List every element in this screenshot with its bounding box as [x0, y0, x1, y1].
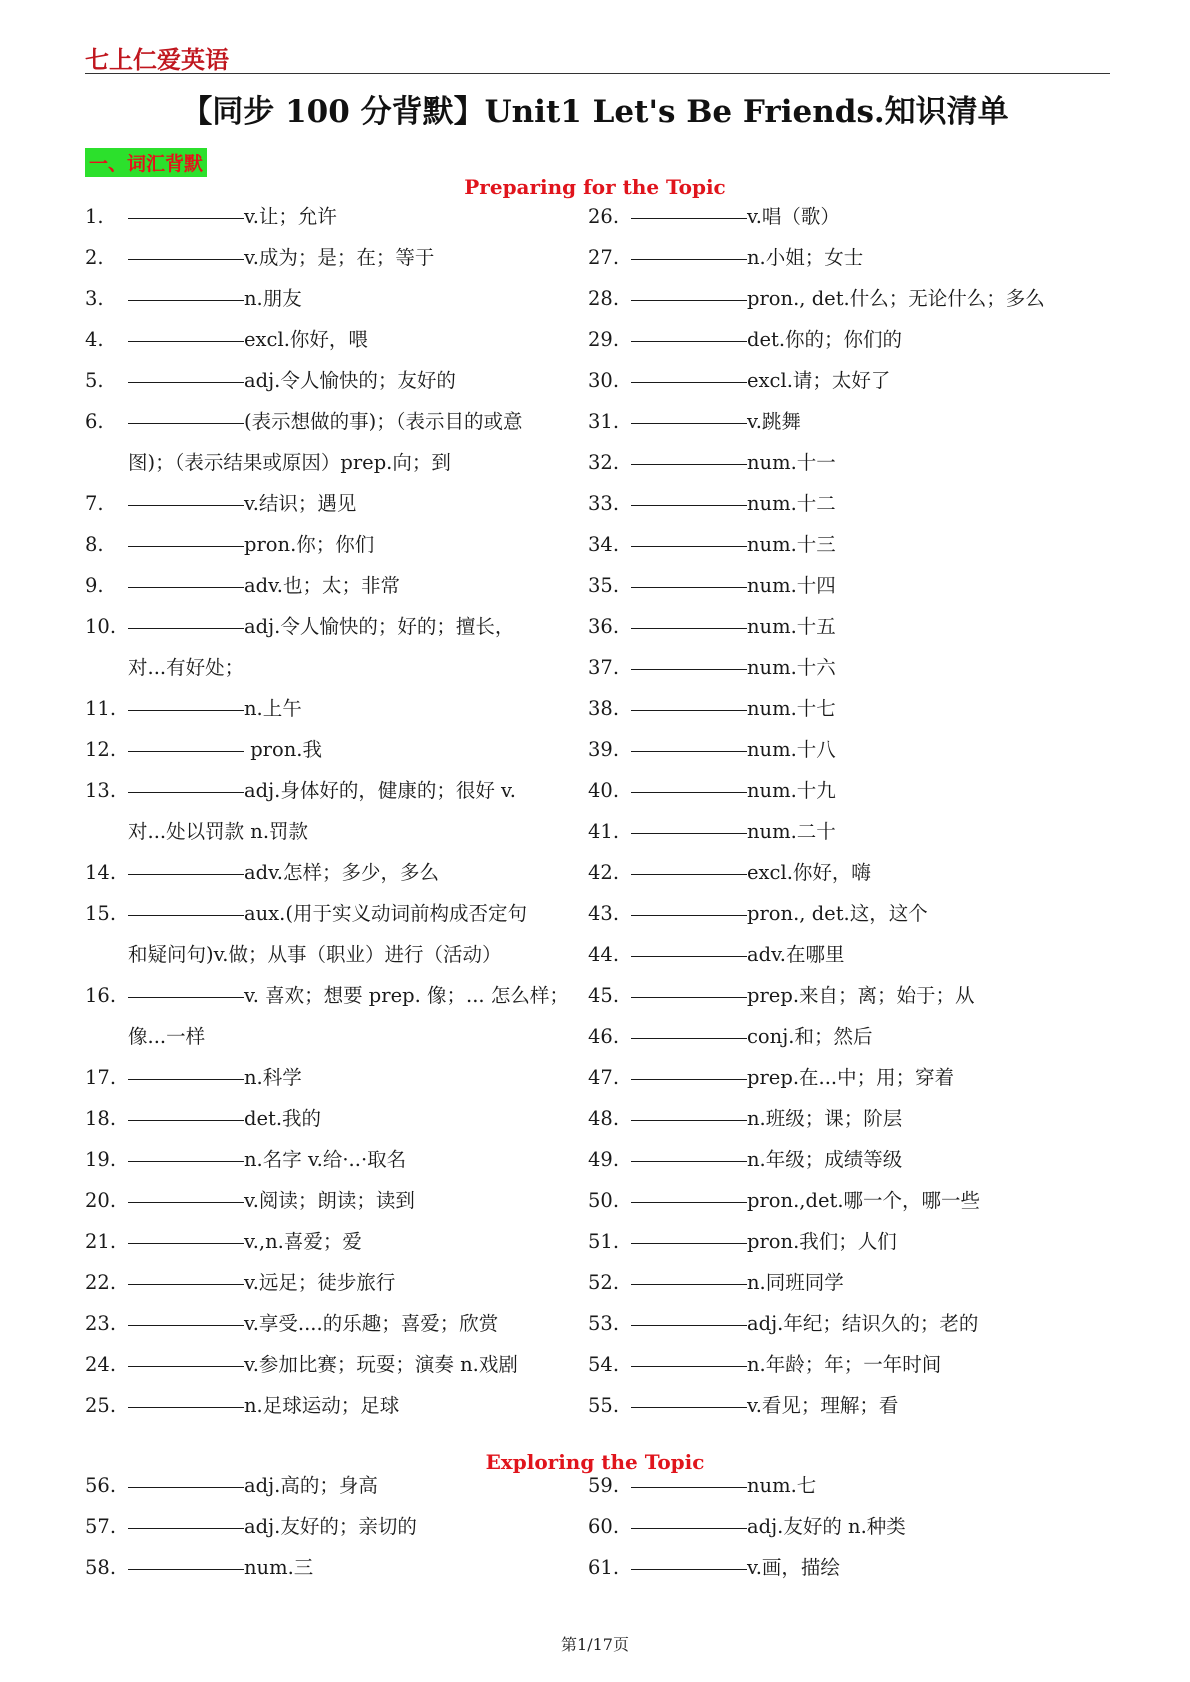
item-definition: num.十八 [747, 738, 836, 761]
answer-blank[interactable] [128, 914, 244, 916]
item-definition: num.十九 [747, 779, 836, 802]
vocab-item [588, 893, 928, 934]
answer-blank[interactable] [631, 1568, 747, 1570]
item-number: 40. [588, 779, 620, 802]
vocab-item [85, 360, 456, 401]
vocab-item [85, 1547, 313, 1588]
item-definition: v.跳舞 [747, 410, 801, 433]
vocab-item [85, 401, 522, 442]
answer-blank[interactable] [631, 1324, 747, 1326]
vocab-item [588, 811, 836, 852]
item-number: 11. [85, 697, 117, 720]
item-number: 7. [85, 492, 104, 515]
brand-label: 七上仁爱英语 [85, 45, 229, 74]
answer-blank[interactable] [128, 709, 244, 711]
answer-blank[interactable] [128, 996, 244, 998]
item-number: 38. [588, 697, 620, 720]
item-number: 17. [85, 1066, 117, 1089]
vocab-item [588, 1465, 816, 1506]
item-number: 31. [588, 410, 620, 433]
vocab-item [85, 893, 527, 934]
item-definition: excl.你好，喂 [244, 328, 368, 351]
item-number: 30. [588, 369, 620, 392]
vocab-item [85, 852, 439, 893]
answer-blank[interactable] [631, 1283, 747, 1285]
vocab-item [588, 237, 863, 278]
item-definition: adj.年纪；结识久的；老的 [747, 1312, 979, 1335]
item-definition: pron.我 [244, 738, 323, 761]
answer-blank[interactable] [631, 381, 747, 383]
item-definition: pron., det.这，这个 [747, 902, 928, 925]
item-definition: num.十五 [747, 615, 836, 638]
item-definition: n.足球运动；足球 [244, 1394, 400, 1417]
item-definition: v.享受....的乐趣；喜爱；欣赏 [244, 1312, 499, 1335]
item-definition: aux.(用于实义动词前构成否定句 [244, 902, 527, 925]
item-number: 13. [85, 779, 117, 802]
item-definition: excl.请；太好了 [747, 369, 891, 392]
vocab-item [85, 483, 356, 524]
answer-blank[interactable] [128, 340, 244, 342]
answer-blank[interactable] [631, 1201, 747, 1203]
item-definition: excl.你好，嗨 [747, 861, 871, 884]
vocab-item [588, 360, 890, 401]
vocab-item [588, 1506, 906, 1547]
vocab-item [588, 1547, 840, 1588]
vocab-item [85, 1262, 395, 1303]
item-definition: v.阅读；朗读；读到 [244, 1189, 415, 1212]
answer-blank[interactable] [128, 1324, 244, 1326]
header-rule [85, 73, 1110, 74]
answer-blank[interactable] [631, 1078, 747, 1080]
answer-blank[interactable] [631, 340, 747, 342]
vocab-item [85, 565, 400, 606]
subheading-preparing: Preparing for the Topic [464, 175, 726, 199]
item-definition: conj.和；然后 [747, 1025, 873, 1048]
answer-blank[interactable] [631, 586, 747, 588]
answer-blank[interactable] [128, 1568, 244, 1570]
item-number: 20. [85, 1189, 117, 1212]
subheading-exploring: Exploring the Topic [485, 1450, 705, 1474]
item-number: 6. [85, 410, 104, 433]
item-number: 50. [588, 1189, 620, 1212]
item-definition: det.我的 [244, 1107, 322, 1130]
item-definition: num.十四 [747, 574, 836, 597]
item-number: 15. [85, 902, 117, 925]
item-number: 43. [588, 902, 620, 925]
answer-blank[interactable] [128, 627, 244, 629]
item-definition-continued: 图)；（表示结果或原因）prep.向；到 [128, 451, 451, 474]
item-definition: n.班级；课；阶层 [747, 1107, 903, 1130]
item-number: 25. [85, 1394, 117, 1417]
item-definition: prep.来自；离；始于；从 [747, 984, 975, 1007]
item-definition: n.科学 [244, 1066, 302, 1089]
item-number: 59. [588, 1474, 620, 1497]
answer-blank[interactable] [128, 381, 244, 383]
item-number: 19. [85, 1148, 117, 1171]
vocab-item [588, 975, 975, 1016]
vocab-item [588, 1180, 980, 1221]
answer-blank[interactable] [631, 627, 747, 629]
item-definition: v.结识；遇见 [244, 492, 357, 515]
item-number: 34. [588, 533, 620, 556]
vocab-item [588, 647, 836, 688]
answer-blank[interactable] [128, 422, 244, 424]
item-number: 5. [85, 369, 104, 392]
item-number: 18. [85, 1107, 117, 1130]
answer-blank[interactable] [631, 1242, 747, 1244]
item-number: 49. [588, 1148, 620, 1171]
vocab-item [85, 770, 516, 811]
answer-blank[interactable] [631, 832, 747, 834]
vocab-item [588, 319, 902, 360]
item-number: 27. [588, 246, 620, 269]
answer-blank[interactable] [631, 955, 747, 957]
item-number: 53. [588, 1312, 620, 1335]
answer-blank[interactable] [631, 791, 747, 793]
section-heading-vocabulary: 一、词汇背默 [85, 148, 207, 177]
item-definition: num.二十 [747, 820, 836, 843]
vocab-item [588, 1016, 872, 1057]
answer-blank[interactable] [128, 1365, 244, 1367]
item-number: 12. [85, 738, 117, 761]
item-number: 44. [588, 943, 620, 966]
item-number: 47. [588, 1066, 620, 1089]
answer-blank[interactable] [128, 1486, 244, 1488]
document-title: 【同步 100 分背默】Unit1 Let's Be Friends.知识清单 [181, 94, 1009, 130]
item-definition: num.十七 [747, 697, 836, 720]
item-number: 10. [85, 615, 117, 638]
item-definition: v.,n.喜爱；爱 [244, 1230, 362, 1253]
answer-blank[interactable] [631, 545, 747, 547]
vocab-item [85, 606, 514, 647]
answer-blank[interactable] [128, 1078, 244, 1080]
vocab-item [85, 1344, 518, 1385]
item-number: 60. [588, 1515, 620, 1538]
answer-blank[interactable] [631, 1160, 747, 1162]
answer-blank[interactable] [128, 1527, 244, 1529]
item-definition: n.年级；成绩等级 [747, 1148, 903, 1171]
item-number: 24. [85, 1353, 117, 1376]
item-definition-continued: 和疑问句)v.做；从事（职业）进行（活动） [128, 943, 502, 966]
item-definition-continued: 对...处以罚款 n.罚款 [128, 820, 309, 843]
vocab-item [85, 319, 368, 360]
item-definition: pron.你；你们 [244, 533, 375, 556]
item-number: 2. [85, 246, 104, 269]
vocab-item [85, 1385, 399, 1426]
answer-blank[interactable] [631, 668, 747, 670]
item-number: 16. [85, 984, 117, 1007]
item-definition: adj.令人愉快的；友好的 [244, 369, 456, 392]
item-definition: n.年龄；年；一年时间 [747, 1353, 942, 1376]
answer-blank[interactable] [128, 504, 244, 506]
item-number: 46. [588, 1025, 620, 1048]
item-definition: v.让；允许 [244, 205, 337, 228]
vocab-item [85, 524, 374, 565]
answer-blank[interactable] [631, 750, 747, 752]
item-definition: num.十一 [747, 451, 836, 474]
vocab-item [85, 1057, 302, 1098]
item-definition: v. 喜欢；想要 prep. 像；... 怎么样； [244, 984, 569, 1007]
answer-blank[interactable] [631, 422, 747, 424]
item-definition: v.唱（歌） [747, 205, 840, 228]
item-definition: v.画，描绘 [747, 1556, 840, 1579]
item-definition: v.远足；徒步旅行 [244, 1271, 396, 1294]
answer-blank[interactable] [631, 873, 747, 875]
item-number: 33. [588, 492, 620, 515]
vocab-item [85, 1139, 406, 1180]
item-number: 35. [588, 574, 620, 597]
vocab-item [85, 1303, 498, 1344]
answer-blank[interactable] [631, 217, 747, 219]
answer-blank[interactable] [128, 1242, 244, 1244]
vocab-item [588, 1057, 954, 1098]
item-number: 48. [588, 1107, 620, 1130]
vocab-item [588, 524, 836, 565]
vocab-item [85, 196, 337, 237]
item-definition: (表示想做的事)；（表示目的或意 [244, 410, 523, 433]
item-definition: n.上午 [244, 697, 302, 720]
vocab-item [85, 237, 434, 278]
item-definition-continued: 像...一样 [128, 1025, 206, 1048]
answer-blank[interactable] [128, 1283, 244, 1285]
vocab-item [588, 442, 836, 483]
item-definition: adv.在哪里 [747, 943, 845, 966]
vocab-item [588, 196, 840, 237]
vocab-item [85, 975, 569, 1016]
vocab-item [588, 1344, 941, 1385]
item-definition: v.成为；是；在；等于 [244, 246, 435, 269]
item-definition: adj.高的；身高 [244, 1474, 378, 1497]
item-number: 57. [85, 1515, 117, 1538]
item-number: 56. [85, 1474, 117, 1497]
item-number: 51. [588, 1230, 620, 1253]
item-number: 26. [588, 205, 620, 228]
answer-blank[interactable] [631, 1365, 747, 1367]
answer-blank[interactable] [128, 1406, 244, 1408]
item-number: 29. [588, 328, 620, 351]
item-definition: n.小姐；女士 [747, 246, 864, 269]
answer-blank[interactable] [631, 709, 747, 711]
item-definition: num.十六 [747, 656, 836, 679]
vocab-item [588, 934, 845, 975]
answer-blank[interactable] [631, 914, 747, 916]
item-definition: v.参加比赛；玩耍；演奏 n.戏剧 [244, 1353, 518, 1376]
item-number: 39. [588, 738, 620, 761]
page-number: 第1/17页 [561, 1635, 629, 1654]
item-number: 45. [588, 984, 620, 1007]
vocab-item [85, 1221, 362, 1262]
vocab-item [588, 1139, 902, 1180]
item-number: 32. [588, 451, 620, 474]
item-definition: adj.令人愉快的；好的；擅长， [244, 615, 515, 638]
answer-blank[interactable] [631, 299, 747, 301]
item-definition: num.三 [244, 1556, 314, 1579]
vocab-item [85, 1098, 321, 1139]
vocab-item [85, 1465, 378, 1506]
item-number: 23. [85, 1312, 117, 1335]
vocab-item [85, 1180, 415, 1221]
item-number: 42. [588, 861, 620, 884]
item-number: 58. [85, 1556, 117, 1579]
answer-blank[interactable] [631, 463, 747, 465]
item-definition: n.朋友 [244, 287, 302, 310]
answer-blank[interactable] [128, 1119, 244, 1121]
vocab-item [588, 483, 836, 524]
item-number: 21. [85, 1230, 117, 1253]
item-number: 28. [588, 287, 620, 310]
item-definition: pron.我们；人们 [747, 1230, 897, 1253]
item-number: 55. [588, 1394, 620, 1417]
item-definition: num.十三 [747, 533, 836, 556]
item-definition: adv.怎样；多少，多么 [244, 861, 440, 884]
item-definition: n.名字 v.给·..·取名 [244, 1148, 407, 1171]
item-number: 37. [588, 656, 620, 679]
item-number: 14. [85, 861, 117, 884]
item-number: 4. [85, 328, 104, 351]
item-definition: n.同班同学 [747, 1271, 844, 1294]
vocab-item [588, 278, 1045, 319]
vocab-item [588, 729, 836, 770]
answer-blank[interactable] [128, 299, 244, 301]
item-definition-continued: 对...有好处； [128, 656, 245, 679]
vocab-item [588, 770, 836, 811]
item-number: 41. [588, 820, 620, 843]
answer-blank[interactable] [631, 504, 747, 506]
item-number: 9. [85, 574, 104, 597]
item-definition: pron.,det.哪一个，哪一些 [747, 1189, 981, 1212]
vocab-item [85, 688, 302, 729]
item-number: 36. [588, 615, 620, 638]
item-number: 1. [85, 205, 104, 228]
answer-blank[interactable] [631, 258, 747, 260]
vocab-item [588, 1303, 978, 1344]
item-number: 54. [588, 1353, 620, 1376]
answer-blank[interactable] [128, 750, 244, 752]
vocab-item [588, 1385, 898, 1426]
answer-blank[interactable] [128, 545, 244, 547]
item-number: 22. [85, 1271, 117, 1294]
vocab-item [85, 1506, 417, 1547]
answer-blank[interactable] [128, 873, 244, 875]
vocab-item [588, 606, 836, 647]
vocab-item [588, 565, 836, 606]
item-definition: num.七 [747, 1474, 817, 1497]
answer-blank[interactable] [128, 1201, 244, 1203]
vocab-item [588, 688, 836, 729]
vocab-item [588, 1262, 844, 1303]
item-number: 3. [85, 287, 104, 310]
vocab-item [85, 278, 302, 319]
answer-blank[interactable] [128, 586, 244, 588]
vocab-item [588, 401, 801, 442]
item-number: 61. [588, 1556, 620, 1579]
answer-blank[interactable] [128, 791, 244, 793]
item-definition: adv.也；太；非常 [244, 574, 401, 597]
answer-blank[interactable] [631, 996, 747, 998]
vocab-item [85, 729, 322, 770]
item-definition: pron., det.什么；无论什么；多么 [747, 287, 1045, 310]
answer-blank[interactable] [631, 1037, 747, 1039]
vocab-item [588, 852, 871, 893]
answer-blank[interactable] [128, 217, 244, 219]
answer-blank[interactable] [128, 258, 244, 260]
answer-blank[interactable] [631, 1119, 747, 1121]
item-definition: num.十二 [747, 492, 836, 515]
answer-blank[interactable] [631, 1486, 747, 1488]
answer-blank[interactable] [128, 1160, 244, 1162]
item-definition: adj.友好的 n.种类 [747, 1515, 906, 1538]
item-definition: det.你的；你们的 [747, 328, 903, 351]
item-definition: adj.身体好的，健康的；很好 v. [244, 779, 516, 802]
item-definition: adj.友好的；亲切的 [244, 1515, 417, 1538]
vocab-item [588, 1098, 902, 1139]
item-definition: v.看见；理解；看 [747, 1394, 899, 1417]
answer-blank[interactable] [631, 1406, 747, 1408]
answer-blank[interactable] [631, 1527, 747, 1529]
vocab-item [588, 1221, 897, 1262]
item-definition: prep.在...中；用；穿着 [747, 1066, 955, 1089]
item-number: 8. [85, 533, 104, 556]
item-number: 52. [588, 1271, 620, 1294]
